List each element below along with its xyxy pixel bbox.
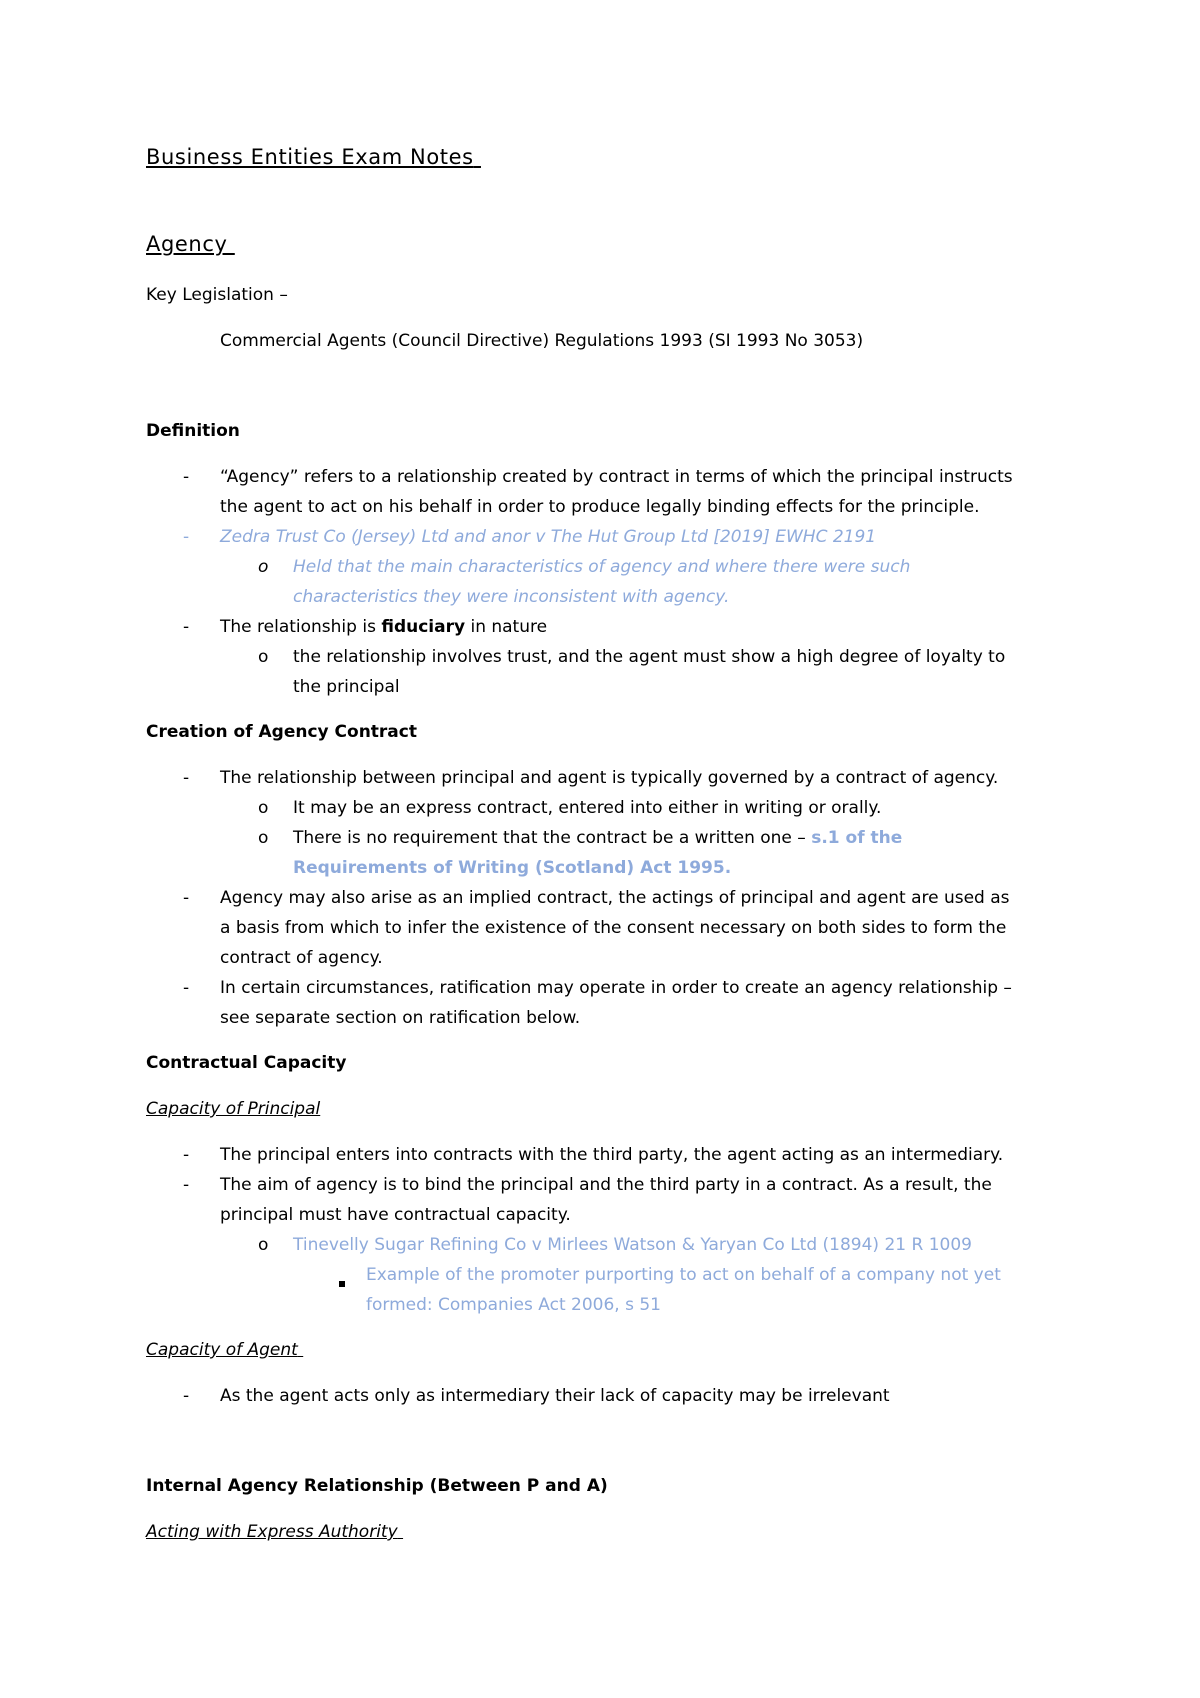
circle-bullet: o xyxy=(258,828,269,848)
promoter-example-line2: formed: Companies Act 2006, s 51 xyxy=(366,1295,661,1315)
ratification-line1: In certain circumstances, ratification may operate in order to create an agency relationship – xyxy=(220,978,1012,998)
implied-contract-line2: a basis from which to infer the existence of the consent necessary on both sides to form the xyxy=(220,918,1007,938)
express-contract-text: It may be an express contract, entered into either in writing or orally. xyxy=(293,798,882,818)
square-bullet-icon xyxy=(339,1272,345,1291)
dash-bullet: - xyxy=(183,768,190,788)
circle-bullet: o xyxy=(258,647,269,667)
implied-contract-line3: contract of agency. xyxy=(220,948,383,968)
circle-bullet: o xyxy=(258,1235,269,1255)
fiduciary-note-line1: the relationship involves trust, and the agent must show a high degree of loyalty to xyxy=(293,647,1006,667)
dash-bullet: - xyxy=(183,978,190,998)
fiduciary-text: The relationship is fiduciary in nature xyxy=(220,617,548,637)
case-reference-tinevelly: Tinevelly Sugar Refining Co v Mirlees Watson & Yaryan Co Ltd (1894) 21 R 1009 xyxy=(293,1235,972,1255)
aim-of-agency-line2: principal must have contractual capacity. xyxy=(220,1205,571,1225)
case-note-line1: Held that the main characteristics of agency and where there were such xyxy=(293,557,911,577)
section-heading-capacity: Contractual Capacity xyxy=(146,1053,347,1073)
fiduciary-note-line2: the principal xyxy=(293,677,400,697)
agent-capacity-text: As the agent acts only as intermediary their lack of capacity may be irrelevant xyxy=(220,1386,890,1406)
dash-bullet: - xyxy=(183,527,190,547)
circle-bullet: o xyxy=(258,557,269,577)
circle-bullet: o xyxy=(258,798,269,818)
subheading-express-authority: Acting with Express Authority xyxy=(146,1522,398,1542)
dash-bullet: - xyxy=(183,1175,190,1195)
definition-text-line2: the agent to act on his behalf in order to produce legally binding effects for the principle. xyxy=(220,497,980,517)
legislation-text: Commercial Agents (Council Directive) Regulations 1993 (SI 1993 No 3053) xyxy=(220,331,864,351)
key-legislation-label: Key Legislation – xyxy=(146,285,288,305)
section-heading-internal: Internal Agency Relationship (Between P and A) xyxy=(146,1476,608,1496)
dash-bullet: - xyxy=(183,1386,190,1406)
section-heading-definition: Definition xyxy=(146,421,240,441)
case-note-line2: characteristics they were inconsistent with agency. xyxy=(293,587,730,607)
implied-contract-line1: Agency may also arise as an implied contract, the actings of principal and agent are used as xyxy=(220,888,1010,908)
dash-bullet: - xyxy=(183,1145,190,1165)
ratification-line2: see separate section on ratification below. xyxy=(220,1008,581,1028)
case-reference-zedra: Zedra Trust Co (Jersey) Ltd and anor v The Hut Group Ltd [2019] EWHC 2191 xyxy=(220,527,877,547)
principal-text: The principal enters into contracts with the third party, the agent acting as an intermediary. xyxy=(220,1145,1004,1165)
statute-reference: Requirements of Writing (Scotland) Act 1995. xyxy=(293,858,732,878)
definition-text-line1: “Agency” refers to a relationship created by contract in terms of which the principal instructs xyxy=(220,467,1013,487)
dash-bullet: - xyxy=(183,888,190,908)
dash-bullet: - xyxy=(183,467,190,487)
dash-bullet: - xyxy=(183,617,190,637)
subheading-capacity-agent: Capacity of Agent xyxy=(146,1340,298,1360)
promoter-example-line1: Example of the promoter purporting to act on behalf of a company not yet xyxy=(366,1265,1001,1285)
section-heading-agency: Agency xyxy=(146,232,228,256)
aim-of-agency-line1: The aim of agency is to bind the principal and the third party in a contract. As a result, the xyxy=(220,1175,992,1195)
page-title: Business Entities Exam Notes xyxy=(146,145,474,169)
creation-text: The relationship between principal and agent is typically governed by a contract of agency. xyxy=(220,768,999,788)
written-requirement-text: There is no requirement that the contract be a written one – s.1 of the xyxy=(293,828,903,848)
subheading-capacity-principal: Capacity of Principal xyxy=(146,1099,321,1119)
section-heading-creation: Creation of Agency Contract xyxy=(146,722,417,742)
